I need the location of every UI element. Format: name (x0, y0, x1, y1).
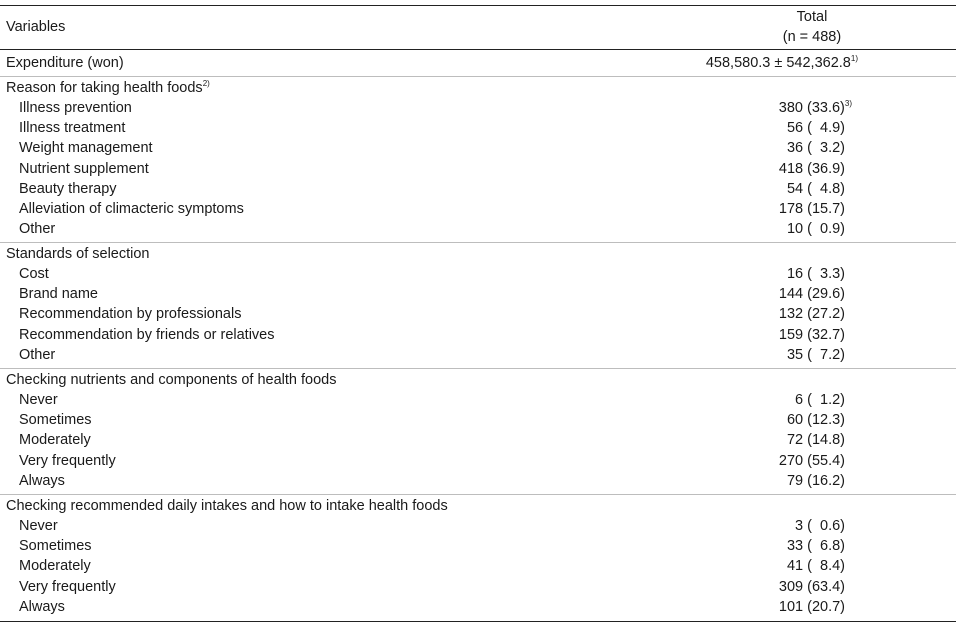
table-row (0, 327, 956, 347)
row-value (787, 473, 845, 489)
section-title (6, 246, 149, 262)
row-value (779, 453, 845, 469)
row-label: Never (19, 392, 58, 408)
table-row (0, 221, 956, 241)
row-label: Moderately (19, 558, 91, 575)
row-value (787, 181, 845, 197)
row-label: Illness prevention (19, 100, 132, 116)
row-label: Beauty therapy (19, 180, 117, 197)
row-value-text: 178 (15.7) (778, 201, 845, 217)
section-title-row (0, 498, 956, 518)
table-row (0, 518, 956, 538)
row-value-text: 41 ( 8.4) (786, 558, 845, 575)
section-title-row (0, 246, 956, 266)
row-label: Very frequently (19, 578, 116, 595)
row-value-text: 60 (12.3) (786, 412, 845, 429)
table-row (0, 181, 956, 201)
row-value-text: 6 ( 1.2) (795, 392, 845, 408)
row-value-text: 309 (63.4) (778, 578, 845, 595)
row-value (795, 392, 845, 408)
table-row (0, 412, 956, 432)
table-bottom-rule (0, 621, 956, 622)
row-value-text: 54 ( 4.8) (786, 180, 845, 197)
row-label: Other (19, 346, 56, 363)
row-value-text: 270 (55.4) (778, 452, 845, 469)
table-row (0, 100, 956, 120)
section-title (6, 80, 210, 96)
section-divider (0, 494, 956, 495)
row-value-text: 79 (16.2) (786, 472, 845, 489)
section-title-row (0, 372, 956, 392)
row-value (787, 432, 845, 448)
table-row (0, 286, 956, 306)
row-value (779, 161, 845, 177)
row-label: Other (19, 221, 56, 238)
variables-header: Variables (6, 19, 66, 35)
header-rule (0, 49, 956, 50)
row-value-text: 36 ( 3.2) (786, 140, 845, 157)
table-row (0, 558, 956, 578)
row-value-text: 132 (27.2) (778, 306, 845, 323)
row-label: Moderately (19, 432, 91, 449)
table-row (0, 266, 956, 286)
table-row (0, 453, 956, 473)
row-label: Brand name (19, 286, 98, 303)
section-divider (0, 76, 956, 77)
row-value-text: 35 ( 7.2) (786, 346, 845, 363)
footnote-marker: 1) (850, 54, 858, 63)
row-value-text: 72 (14.8) (786, 432, 845, 449)
row-value (795, 518, 845, 534)
section-title-text: Standards of selection (6, 246, 150, 262)
row-value-text: 56 ( 4.9) (786, 120, 845, 137)
row-value-text: 101 (20.7) (778, 598, 845, 615)
row-label: Very frequently (19, 452, 116, 469)
expenditure-value (706, 55, 858, 71)
table-row (0, 599, 956, 619)
table-row (0, 392, 956, 412)
sample-size-header: (n = 488) (782, 29, 842, 45)
row-value (787, 412, 845, 428)
section-title-row (0, 80, 956, 100)
section-divider (0, 242, 956, 243)
row-label: Nutrient supplement (19, 160, 149, 177)
row-label: Sometimes (19, 412, 92, 429)
table-row (0, 538, 956, 558)
section-title (6, 372, 337, 388)
row-label: Illness treatment (19, 120, 126, 137)
row-value (787, 347, 845, 363)
section-title-text: Reason for taking health foods (6, 80, 203, 96)
row-value-text: 10 ( 0.9) (786, 221, 845, 238)
row-value-text: 33 ( 6.8) (786, 538, 845, 555)
table-row (0, 306, 956, 326)
row-value-text: 16 ( 3.3) (786, 266, 845, 282)
table-row (0, 432, 956, 452)
table-row (0, 201, 956, 221)
expenditure-label: Expenditure (won) (6, 55, 124, 71)
row-value (779, 599, 845, 615)
row-value (787, 558, 845, 574)
table-row (0, 579, 956, 599)
row-value (779, 306, 845, 322)
expenditure-row (0, 55, 956, 75)
section-title-text: Checking nutrients and components of health foods (6, 372, 337, 388)
row-label: Always (19, 598, 65, 615)
row-label: Recommendation by professionals (19, 306, 242, 323)
row-label: Never (19, 518, 58, 534)
section-title-text: Checking recommended daily intakes and how to intake health foods (6, 498, 448, 514)
row-value (779, 286, 845, 302)
row-value (779, 327, 845, 343)
row-value-text: 159 (32.7) (778, 326, 845, 343)
row-value-text: 144 (29.6) (778, 286, 845, 303)
row-label: Alleviation of climacteric symptoms (19, 201, 244, 217)
row-label: Sometimes (19, 538, 92, 555)
row-value (779, 579, 845, 595)
total-header: Total (796, 9, 828, 25)
section-title (6, 498, 448, 514)
row-value (787, 120, 845, 136)
section-divider (0, 368, 956, 369)
row-value (787, 140, 845, 156)
table-row (0, 140, 956, 160)
footnote-marker: 2) (202, 79, 210, 88)
row-value (787, 538, 845, 554)
table-row (0, 347, 956, 367)
table-top-rule (0, 5, 956, 6)
table-row (0, 161, 956, 181)
row-value (779, 201, 845, 217)
row-value (779, 100, 852, 116)
row-label: Always (19, 472, 65, 489)
row-value (787, 221, 845, 237)
expenditure-mean-sd: 458,580.3 ± 542,362.8 (705, 55, 851, 71)
footnote-marker: 3) (844, 99, 852, 108)
table-row (0, 120, 956, 140)
table-row (0, 473, 956, 493)
row-value (787, 266, 845, 282)
row-value-text: 3 ( 0.6) (795, 518, 845, 534)
row-value-text: 418 (36.9) (778, 160, 845, 177)
row-label: Recommendation by friends or relatives (19, 326, 275, 343)
row-label: Cost (19, 266, 49, 282)
row-value-text: 380 (33.6) (778, 100, 845, 116)
row-label: Weight management (19, 140, 153, 157)
